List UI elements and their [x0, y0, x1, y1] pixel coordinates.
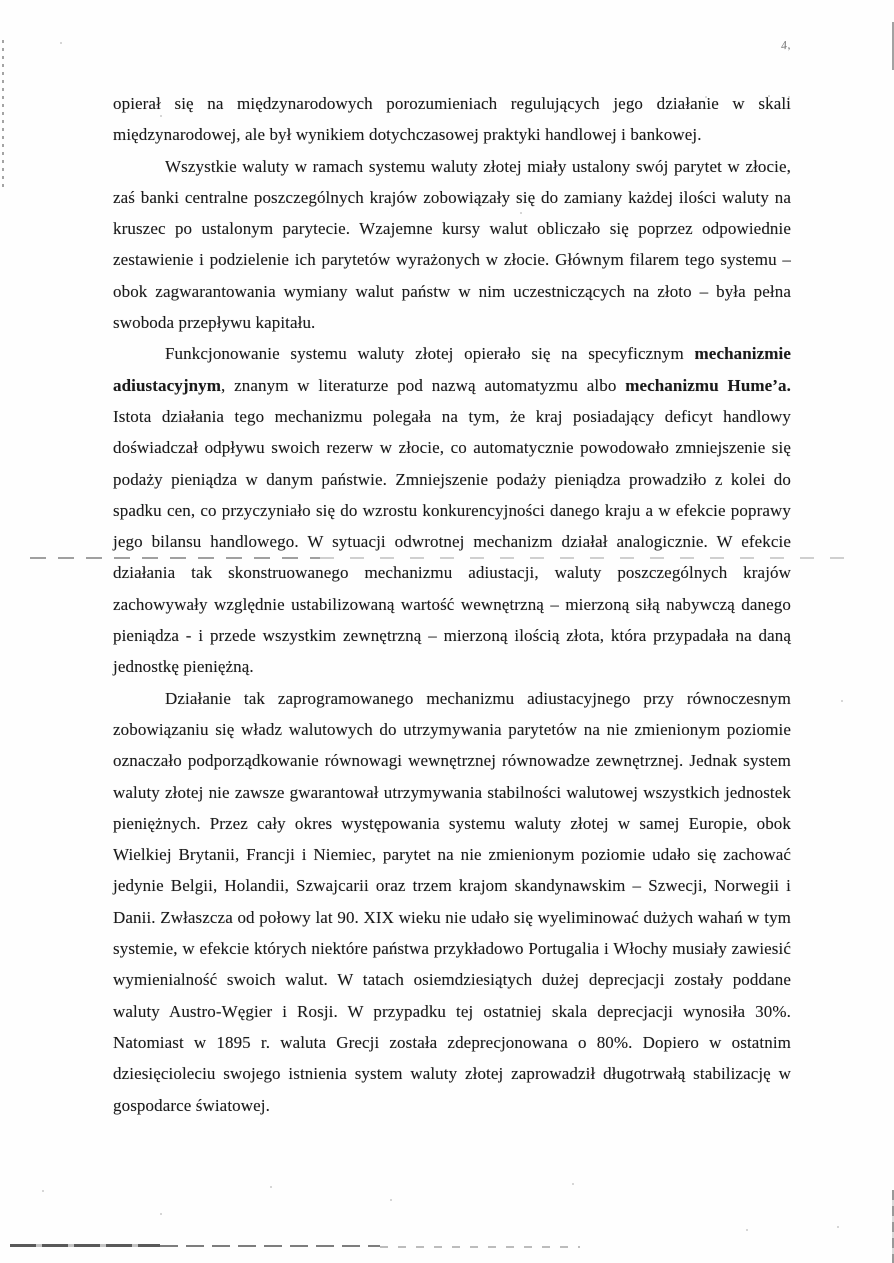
text-run: Funkcjonowanie systemu waluty złotej opierało się na specyficznym	[165, 344, 695, 364]
text-run: opierał się na międzynarodowych porozumieniach regulujących jego działanie w skali międzynarodowej, ale był wynikiem dotychczasowej praktyki handlowej i bankowej.	[113, 94, 791, 145]
document-body	[113, 88, 791, 1121]
page-number: 4,	[780, 37, 791, 53]
scan-artifact-bottom-line	[160, 1245, 380, 1247]
paragraph	[113, 683, 791, 1121]
text-run: Wszystkie waluty w ramach systemu waluty złotej miały ustalony swój parytet w złocie, zaś banki centralne poszczególnych krajów zobowiązały się do zamiany każdej ilości waluty na kruszec po ustalonym parytecie. Wzajemne kursy walut obliczało się poprzez odpowiednie zestawienie i podzielenie ich parytetów wyrażonych w złocie. Głównym filarem tego systemu – obok zagwarantowania wymiany walut państw w nim uczestniczących na złoto – była pełna swoboda przepływu kapitału.	[113, 156, 791, 333]
text-run: Działanie tak zaprogramowanego mechanizmu adiustacyjnego przy równoczesnym zobowiązaniu się władz walutowych do utrzymywania parytetów na nie zmienionym poziomie oznaczało podporządkowanie równowagi wewnętrznej równowadze zewnętrznej. Jednak system waluty złotej nie zawsze gwarantował utrzymywania stabilności walutowej wszystkich jednostek pieniężnych. Przez cały okres występowania systemu waluty złotej w samej Europie, obok Wielkiej Brytanii, Francji i Niemiec, parytet na nie zmienionym poziomie udało się zachować jedynie Belgii, Holandii, Szwajcarii oraz trzem krajom skandynawskim – Szwecji, Norwegii i Danii. Zwłaszcza od połowy lat 90. XIX wieku nie udało się wyeliminować dużych wahań w tym systemie, w efekcie których niektóre państwa przykładowo Portugalia i Włochy musiały zawiesić wymienialność swoich walut. W tatach osiemdziesiątych dużej deprecjacji zostały poddane waluty Austro-Węgier i Rosji. W przypadku tej ostatniej skala deprecjacji wynosiła 30%. Natomiast w 1895 r. waluta Grecji została zdeprecjonowana o 80%. Dopiero w ostatnim dziesięcioleciu swojego istnienia system waluty złotej zaprowadził długotrwałą stabilizację w gospodarce światowej.	[113, 688, 791, 1115]
bold-text-run: mechanizmu Hume’a.	[625, 375, 791, 395]
paragraph	[113, 88, 791, 151]
scan-artifact-bottom-line	[380, 1246, 580, 1248]
paragraph	[113, 338, 791, 682]
paragraph	[113, 151, 791, 339]
bold-text-run: mechanizmie adiustacyjnym	[113, 344, 791, 395]
scan-artifact-left-edge-dots	[2, 40, 4, 190]
text-run: Istota działania tego mechanizmu polegała na tym, że kraj posiadający deficyt handlowy doświadczał odpływu swoich rezerw w złocie, co automatycznie powodowało zmniejszenie się podaży pieniądza w danym państwie. Zmniejszenie podaży pieniądza prowadziło z kolei do spadku cen, co przyczyniało się do wzrostu konkurencyjności danego kraju a w efekcie poprawy jego bilansu handlowego. W sytuacji odwrotnej mechanizm działał analogicznie. W efekcie działania tak skonstruowanego mechanizmu adiustacji, waluty poszczególnych krajów zachowywały względnie ustabilizowaną wartość wewnętrzną – mierzoną siłą nabywczą danego pieniądza - i przede wszystkim zewnętrzną – mierzoną ilością złota, która przypadała na daną jednostkę pieniężną.	[113, 406, 791, 677]
text-run: , znanym w literaturze pod nazwą automatyzmu albo	[221, 375, 626, 395]
scan-artifact-bottom-line	[10, 1244, 160, 1247]
